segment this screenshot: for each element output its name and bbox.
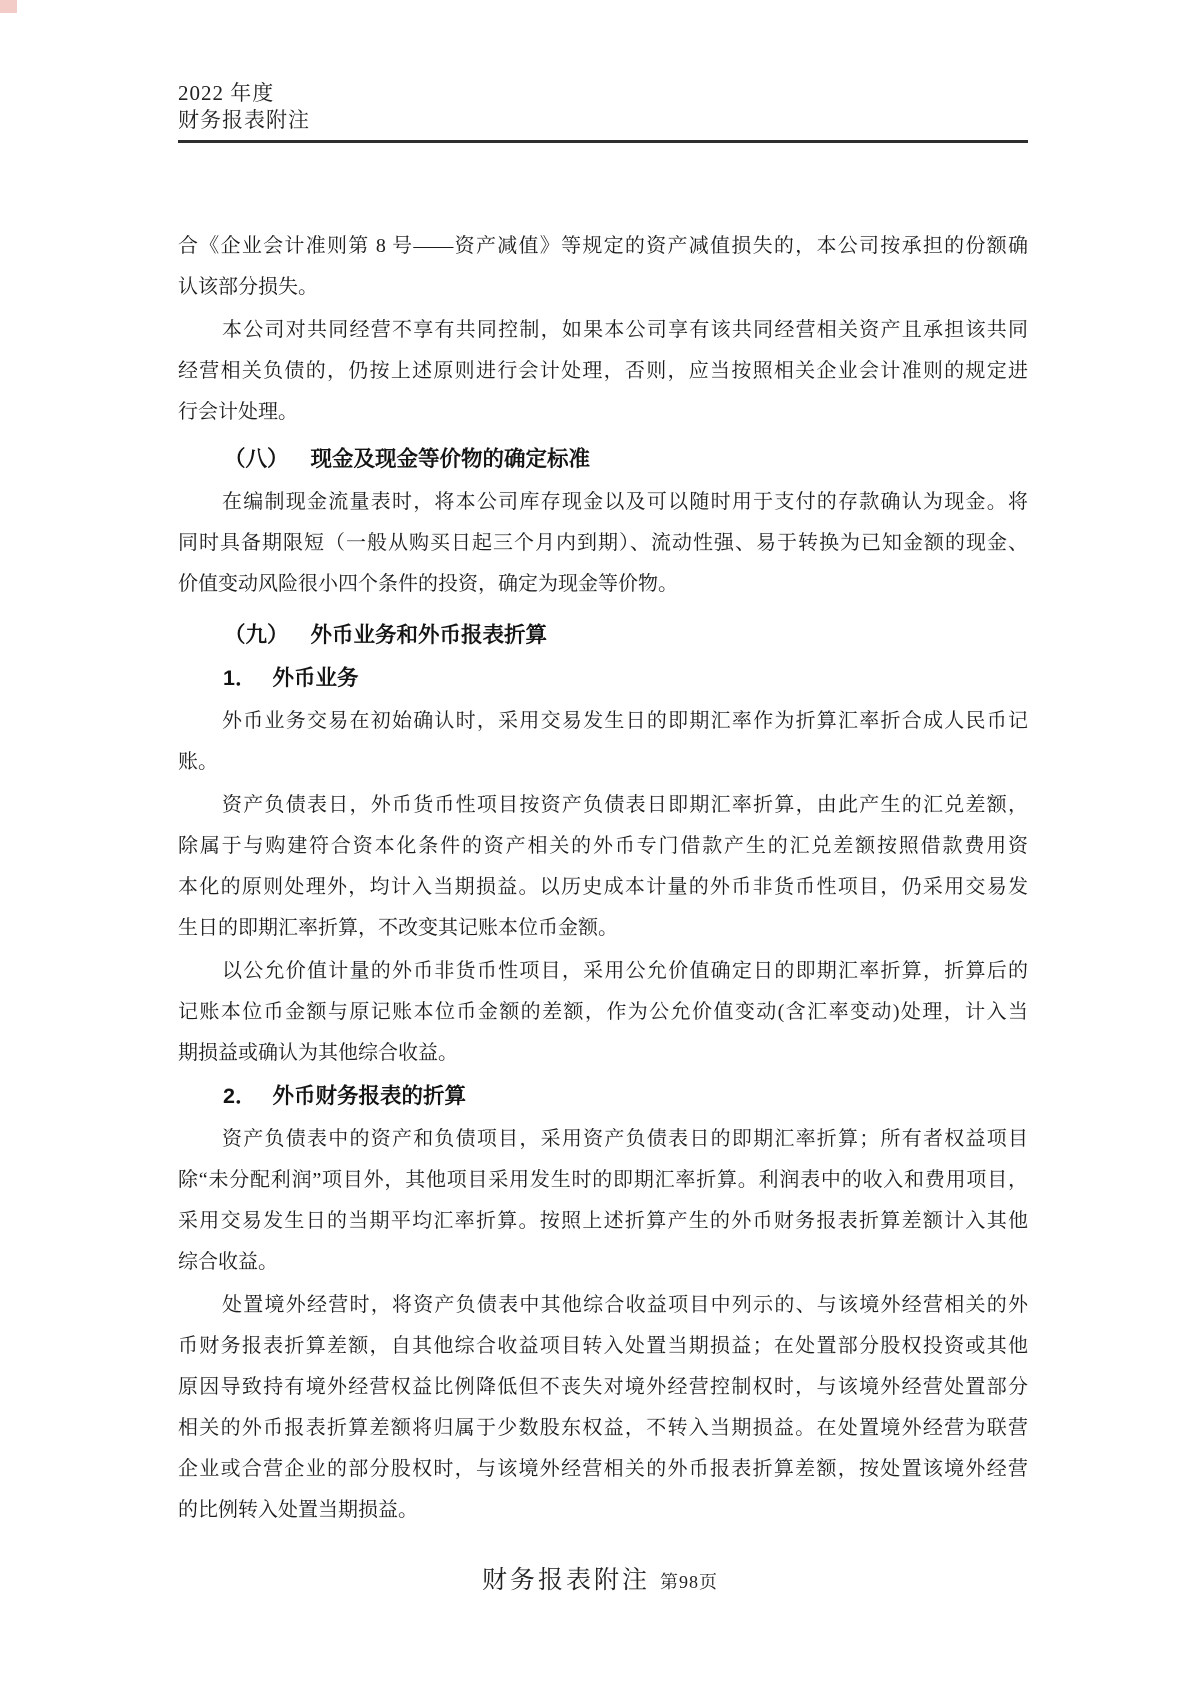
text-line: 处置境外经营时，将资产负债表中其他综合收益项目中列示的、与该境外经营相关的外: [222, 1294, 1028, 1316]
text-line: 在编制现金流量表时，将本公司库存现金以及可以随时用于支付的存款确认为现金。将: [222, 491, 1028, 513]
section-heading: [178, 439, 1028, 480]
text-line: 除“未分配利润”项目外，其他项目采用发生时的即期汇率折算。利润表中的收入和费用项目，: [178, 1169, 1028, 1191]
sub-heading: [178, 1076, 1028, 1117]
paragraph: [178, 951, 1028, 1074]
text-line: 除属于与购建符合资本化条件的资产相关的外币专门借款产生的汇兑差额按照借款费用资: [178, 835, 1028, 857]
heading-number: 1．: [223, 666, 257, 690]
text-line: 相关的外币报表折算差额将归属于少数股东权益，不转入当期损益。在处置境外经营为联营: [178, 1417, 1028, 1439]
section-heading: [178, 615, 1028, 656]
text-line: 账。: [178, 751, 218, 773]
text-line: 期损益或确认为其他综合收益。: [178, 1042, 458, 1064]
paragraph: [178, 701, 1028, 783]
page-content: [178, 0, 1028, 1533]
text-line: 综合收益。: [178, 1251, 278, 1273]
text-line: 经营相关负债的，仍按上述原则进行会计处理，否则，应当按照相关企业会计准则的规定进: [178, 360, 1028, 382]
text-line: 认该部分损失。: [178, 276, 318, 298]
text-line: 原因导致持有境外经营权益比例降低但不丧失对境外经营控制权时，与该境外经营处置部分: [178, 1376, 1028, 1398]
text-line: 资产负债表日，外币货币性项目按资产负债表日即期汇率折算，由此产生的汇兑差额，: [222, 794, 1028, 816]
text-line: 本化的原则处理外，均计入当期损益。以历史成本计量的外币非货币性项目，仍采用交易发: [178, 876, 1028, 898]
text-line: 资产负债表中的资产和负债项目，采用资产负债表日的即期汇率折算；所有者权益项目: [222, 1128, 1028, 1150]
text-line: 本公司对共同经营不享有共同控制，如果本公司享有该共同经营相关资产且承担该共同: [222, 319, 1028, 341]
paragraph: [178, 1285, 1028, 1531]
header-year: 2022 年度: [178, 81, 275, 105]
text-line: 币财务报表折算差额，自其他综合收益项目转入处置当期损益；在处置部分股权投资或其他: [178, 1335, 1028, 1357]
text-line: 外币业务交易在初始确认时，采用交易发生日的即期汇率作为折算汇率折合成人民币记: [222, 710, 1028, 732]
text-line: 合《企业会计准则第 8 号——资产减值》等规定的资产减值损失的，本公司按承担的份额确: [178, 235, 1028, 257]
scan-artifact-mark: [0, 0, 17, 13]
heading-number: （九）: [224, 623, 289, 647]
paragraph: [178, 226, 1028, 308]
text-line: 企业或合营企业的部分股权时，与该境外经营相关的外币报表折算差额，按处置该境外经营: [178, 1458, 1028, 1480]
page-header: [178, 80, 1028, 143]
header-rule: [178, 140, 1028, 143]
text-line: 采用交易发生日的当期平均汇率折算。按照上述折算产生的外币财务报表折算差额计入其他: [178, 1210, 1028, 1232]
footer-title: 财务报表附注: [481, 1567, 650, 1594]
text-line: 生日的即期汇率折算，不改变其记账本位币金额。: [178, 917, 618, 939]
paragraph: [178, 482, 1028, 605]
heading-title: 外币业务: [272, 666, 359, 690]
text-line: 同时具备期限短（一般从购买日起三个月内到期）、流动性强、易于转换为已知金额的现金、: [178, 532, 1028, 554]
text-line: 行会计处理。: [178, 401, 298, 423]
footer-page-number: 第98页: [660, 1572, 718, 1592]
heading-title: 现金及现金等价物的确定标准: [310, 447, 591, 471]
paragraph: [178, 1119, 1028, 1283]
text-line: 记账本位币金额与原记账本位币金额的差额，作为公允价值变动(含汇率变动)处理，计入当: [178, 1001, 1028, 1023]
text-line: 价值变动风险很小四个条件的投资，确定为现金等价物。: [178, 573, 678, 595]
page-footer: [0, 1560, 1200, 1596]
text-line: 以公允价值计量的外币非货币性项目，采用公允价值确定日的即期汇率折算，折算后的: [222, 960, 1028, 982]
text-line: 的比例转入处置当期损益。: [178, 1499, 418, 1521]
heading-title: 外币财务报表的折算: [272, 1084, 466, 1108]
heading-number: 2．: [223, 1084, 257, 1108]
header-doc-title: 财务报表附注: [178, 108, 310, 132]
sub-heading: [178, 658, 1028, 699]
paragraph: [178, 785, 1028, 949]
heading-title: 外币业务和外币报表折算: [310, 623, 548, 647]
heading-number: （八）: [224, 447, 289, 471]
paragraph: [178, 310, 1028, 433]
document-body: [178, 226, 1028, 1531]
